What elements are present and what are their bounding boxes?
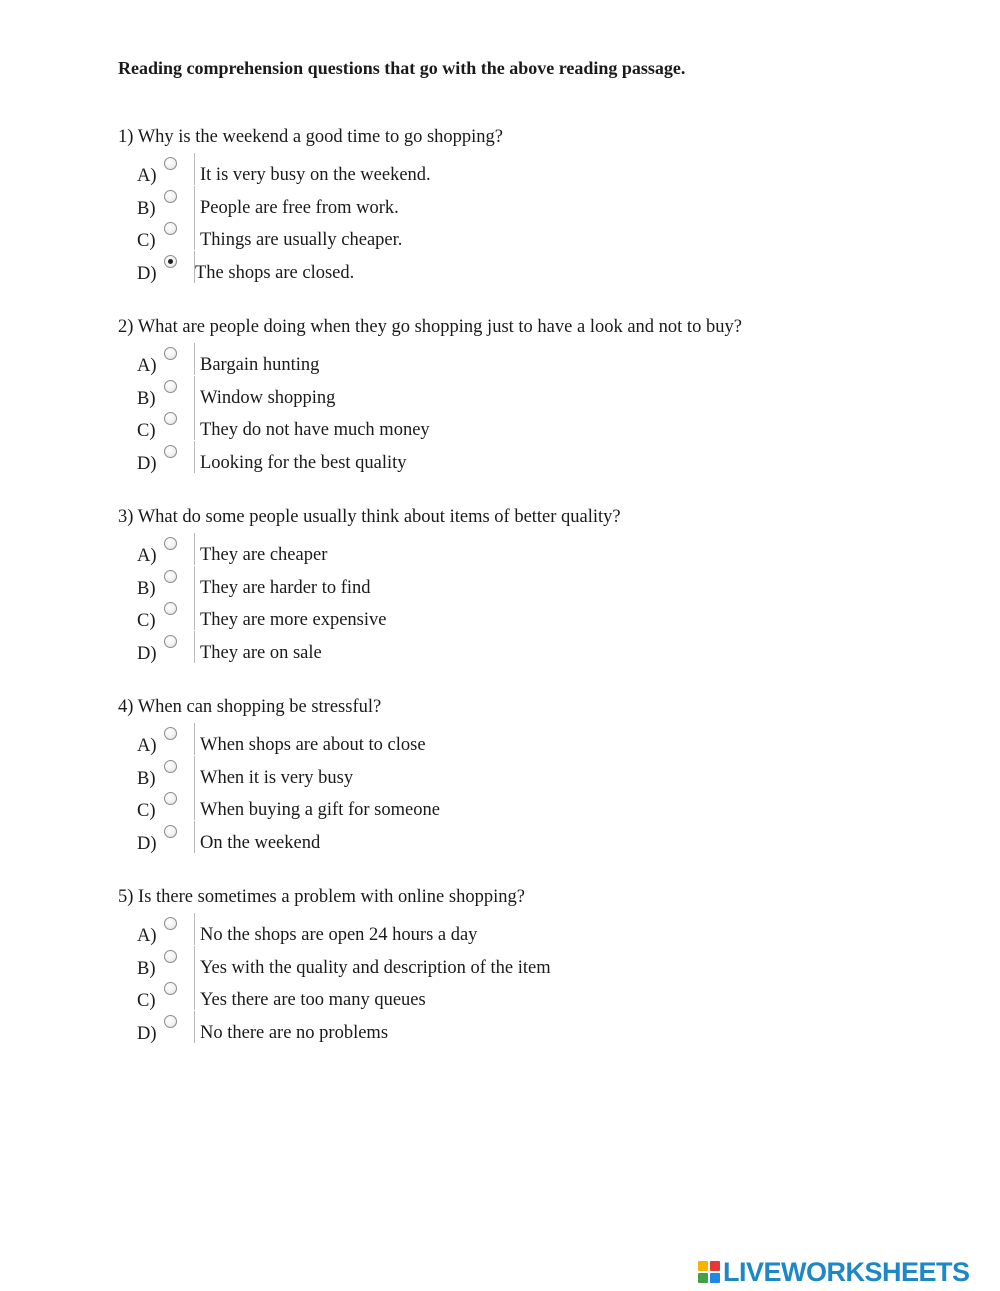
option-letter: A) — [137, 166, 157, 186]
option-letter: B) — [137, 958, 156, 979]
option-2b[interactable] — [137, 376, 978, 409]
option-text: Yes with the quality and description of the item — [200, 957, 551, 978]
option-letter: D) — [137, 833, 157, 854]
question-text: 1) Why is the weekend a good time to go shopping? — [118, 127, 504, 147]
option-text: When it is very busy — [200, 767, 354, 788]
option-letter: D) — [137, 643, 157, 664]
radio-button-icon[interactable] — [164, 412, 177, 425]
option-3a[interactable] — [137, 533, 978, 566]
option-2d[interactable] — [137, 441, 978, 474]
option-text: No there are no problems — [200, 1022, 389, 1043]
radio-button-icon[interactable] — [164, 1015, 177, 1028]
radio-button-icon[interactable] — [164, 570, 177, 583]
logo-block — [698, 1261, 708, 1271]
option-letter: B) — [137, 578, 156, 599]
option-letter: C) — [137, 801, 156, 822]
option-3c[interactable] — [137, 598, 978, 631]
divider — [194, 598, 195, 630]
option-letter: A) — [137, 356, 157, 376]
logo-blocks-icon — [698, 1261, 720, 1283]
question-5 — [118, 886, 978, 1043]
divider — [194, 821, 195, 853]
divider — [194, 631, 195, 663]
option-1d[interactable] — [137, 251, 978, 284]
option-letter: A) — [137, 926, 157, 946]
logo-block — [710, 1273, 720, 1283]
divider — [194, 533, 195, 565]
option-text: Window shopping — [200, 387, 336, 408]
option-4b[interactable] — [137, 756, 978, 789]
radio-button-icon[interactable] — [164, 537, 177, 550]
divider — [194, 723, 195, 755]
option-letter: C) — [137, 421, 156, 442]
question-1 — [118, 126, 978, 283]
option-text: Things are usually cheaper. — [200, 230, 403, 251]
option-text: It is very busy on the weekend. — [200, 165, 431, 185]
option-5d[interactable] — [137, 1011, 978, 1044]
option-text: On the weekend — [200, 832, 321, 853]
option-5a[interactable] — [137, 913, 978, 946]
divider — [194, 788, 195, 820]
divider — [194, 186, 195, 218]
logo-text: LIVEWORKSHEETS — [723, 1257, 970, 1287]
option-letter: C) — [137, 991, 156, 1012]
question-4 — [118, 696, 978, 853]
option-3b[interactable] — [137, 566, 978, 599]
option-letter: D) — [137, 263, 157, 284]
question-text: 4) When can shopping be stressful? — [118, 697, 382, 717]
question-text: 5) Is there sometimes a problem with online shopping? — [118, 887, 525, 907]
option-letter: C) — [137, 611, 156, 632]
option-1b[interactable] — [137, 186, 978, 219]
radio-button-icon[interactable] — [164, 347, 177, 360]
radio-button-icon[interactable] — [164, 602, 177, 615]
divider — [194, 978, 195, 1010]
option-2c[interactable] — [137, 408, 978, 441]
radio-button-icon[interactable] — [164, 825, 177, 838]
option-text: They are cheaper — [200, 545, 328, 565]
option-letter: B) — [137, 388, 156, 409]
radio-button-icon[interactable] — [164, 917, 177, 930]
option-text: Yes there are too many queues — [200, 990, 426, 1011]
radio-button-icon[interactable] — [164, 190, 177, 203]
divider — [194, 153, 195, 185]
divider — [194, 756, 195, 788]
option-text: The shops are closed. — [195, 262, 355, 283]
option-4d[interactable] — [137, 821, 978, 854]
option-text: Looking for the best quality — [200, 452, 407, 473]
question-2 — [118, 316, 978, 473]
option-text: People are free from work. — [200, 197, 399, 218]
question-text: 3) What do some people usually think about items of better quality? — [118, 507, 621, 527]
option-letter: B) — [137, 768, 156, 789]
divider — [194, 566, 195, 598]
option-text: When shops are about to close — [200, 735, 426, 755]
option-3d[interactable] — [137, 631, 978, 664]
divider — [194, 343, 195, 375]
radio-button-icon[interactable] — [164, 760, 177, 773]
option-text: When buying a gift for someone — [200, 800, 440, 821]
divider — [194, 913, 195, 945]
divider — [194, 376, 195, 408]
option-letter: D) — [137, 1023, 157, 1044]
question-text: 2) What are people doing when they go shopping just to have a look and not to buy? — [118, 317, 742, 337]
radio-button-checked-icon[interactable] — [164, 255, 177, 268]
liveworksheets-logo[interactable] — [698, 1258, 970, 1286]
option-1c[interactable] — [137, 218, 978, 251]
radio-button-icon[interactable] — [164, 727, 177, 740]
divider — [194, 1011, 195, 1043]
logo-block — [698, 1273, 708, 1283]
divider — [194, 408, 195, 440]
option-4a[interactable] — [137, 723, 978, 756]
radio-button-icon[interactable] — [164, 792, 177, 805]
option-1a[interactable] — [137, 153, 978, 186]
option-text: They are on sale — [200, 642, 322, 663]
option-text: They are more expensive — [200, 610, 387, 631]
radio-button-icon[interactable] — [164, 950, 177, 963]
radio-button-icon[interactable] — [164, 380, 177, 393]
option-5c[interactable] — [137, 978, 978, 1011]
page-heading: Reading comprehension questions that go with the above reading passage. — [118, 58, 686, 78]
divider — [194, 218, 195, 250]
option-letter: D) — [137, 453, 157, 474]
divider — [194, 946, 195, 978]
divider — [194, 441, 195, 473]
question-3 — [118, 506, 978, 663]
option-2a[interactable] — [137, 343, 978, 376]
option-letter: A) — [137, 736, 157, 756]
option-letter: B) — [137, 198, 156, 219]
radio-button-icon[interactable] — [164, 445, 177, 458]
option-letter: C) — [137, 231, 156, 252]
option-letter: A) — [137, 546, 157, 566]
radio-button-icon[interactable] — [164, 635, 177, 648]
option-text: Bargain hunting — [200, 355, 320, 375]
option-text: They are harder to find — [200, 577, 371, 598]
radio-button-icon[interactable] — [164, 157, 177, 170]
option-text: They do not have much money — [200, 420, 430, 441]
radio-button-icon[interactable] — [164, 222, 177, 235]
option-4c[interactable] — [137, 788, 978, 821]
radio-button-icon[interactable] — [164, 982, 177, 995]
logo-block — [710, 1261, 720, 1271]
option-text: No the shops are open 24 hours a day — [200, 925, 478, 945]
option-5b[interactable] — [137, 946, 978, 979]
